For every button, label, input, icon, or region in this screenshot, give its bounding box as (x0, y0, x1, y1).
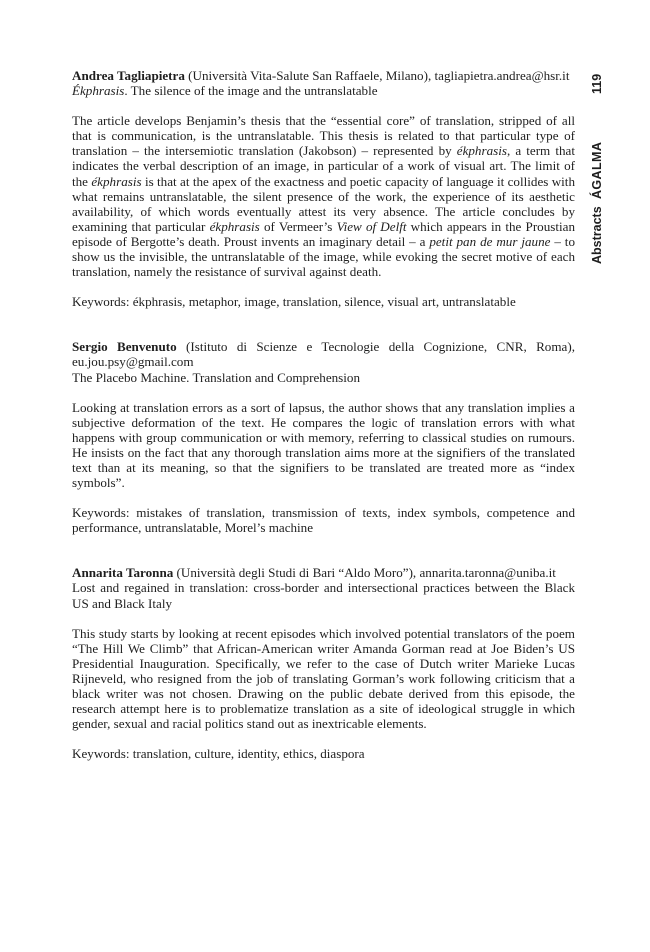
author-line (72, 339, 575, 369)
author-affiliation: (Istituto di Scienze e Tecnologie della Cognizione, CNR, Roma), eu.jou.psy@gmail.com (72, 339, 575, 370)
abstract-entry (72, 68, 575, 309)
body-italic: ékphrasis (91, 173, 142, 189)
journal-title: ÁGALMA (590, 141, 604, 199)
author-line (72, 565, 575, 580)
abstract-keywords: Keywords: ékphrasis, metaphor, image, translation, silence, visual art, untranslatable (72, 294, 516, 310)
author-line (72, 68, 575, 83)
abstract-title: The Placebo Machine. Translation and Comprehension (72, 369, 361, 385)
body-text: of Vermeer’s (259, 218, 337, 234)
abstract-title: Lost and regained in translation: cross-border and intersectional practices between the Black US and Black Italy (72, 580, 575, 611)
body-text: – to show us the invisible, the untranslatable of the image, while evoking the secret motive of each translation, namely the resistance of survival against death. (72, 233, 575, 280)
body-italic: ékphrasis (209, 218, 260, 234)
abstract-entry (72, 565, 575, 761)
abstract-entry (72, 339, 575, 535)
abstract-body (72, 113, 575, 279)
abstract-keywords: Keywords: translation, culture, identity, ethics, diaspora (72, 746, 365, 762)
page-number: 119 (590, 73, 604, 94)
title-rest: . The silence of the image and the untranslatable (124, 83, 378, 99)
section-label: Abstracts (590, 206, 604, 264)
author-affiliation: (Università Vita-Salute San Raffaele, Milano), tagliapietra.andrea@hsr.it (184, 68, 570, 83)
body-text: which appears in the Proustian episode of Bergotte’s death. Proust invents an imaginary detail – a (72, 218, 576, 249)
abstract-keywords: Keywords: mistakes of translation, transmission of texts, index symbols, competence and performance, untranslatable, Morel’s machine (72, 505, 575, 536)
abstract-body: This study starts by looking at recent episodes which involved potential translators of the poem “The Hill We Climb” that African-American writer Amanda Gorman read at Joe Biden’s US Presidential Inauguration. Specifically, we refer to the case of Dutch writer Marieke Lucas Rijneveld, who resigned from the job of translating Gorman’s work following criticism that a black writer was not chosen. Drawing on the public debate derived from this episode, the research attempt here is to problematize translation as a site of ideological struggle in which gender, sexual and racial politics stand out as inextricable elements. (72, 625, 575, 732)
abstract-body: Looking at translation errors as a sort of lapsus, the author shows that any translation implies a subjective deformation of the text. He compares the logic of translation errors with what happens with group communication or with memory, referring to classical studies on rumours. He insists on the fact that any thorough translation aims more at the signifiers of the translated text than at its meaning, so that the signifiers to be translated are treated more as “index symbols”. (72, 399, 575, 491)
author-name: Annarita Taronna (72, 565, 174, 581)
title-italic: Ékphrasis (72, 83, 125, 99)
body-text: The article develops Benjamin’s thesis that the “essential core” of translation, stripped of all that is communication, is the untranslatable. This thesis is related to that particular type of translation – the intersemiotic translation (Jakobson) – represented by (72, 113, 575, 159)
body-italic: View of Delft (336, 218, 407, 234)
author-name: Sergio Benvenuto (72, 339, 177, 355)
body-italic: petit pan de mur jaune (429, 233, 551, 249)
body-italic: ékphrasis (456, 143, 507, 159)
author-name: Andrea Tagliapietra (72, 68, 185, 83)
abstracts-list (72, 68, 575, 761)
body-text: , a term that indicates the verbal description of an image, in particular of a work of visual art. The limit of the (72, 143, 575, 189)
running-header (585, 64, 609, 264)
body-text: is that at the apex of the exactness and poetic capacity of language it collides with what remains untranslatable, the silent presence of the work, the experience of its aesthetic availability, of which words eventually attest its very absence. The article concludes by examining that particular (72, 173, 575, 234)
author-affiliation: (Università degli Studi di Bari “Aldo Moro”), annarita.taronna@uniba.it (173, 565, 556, 581)
abstract-title (72, 83, 575, 98)
